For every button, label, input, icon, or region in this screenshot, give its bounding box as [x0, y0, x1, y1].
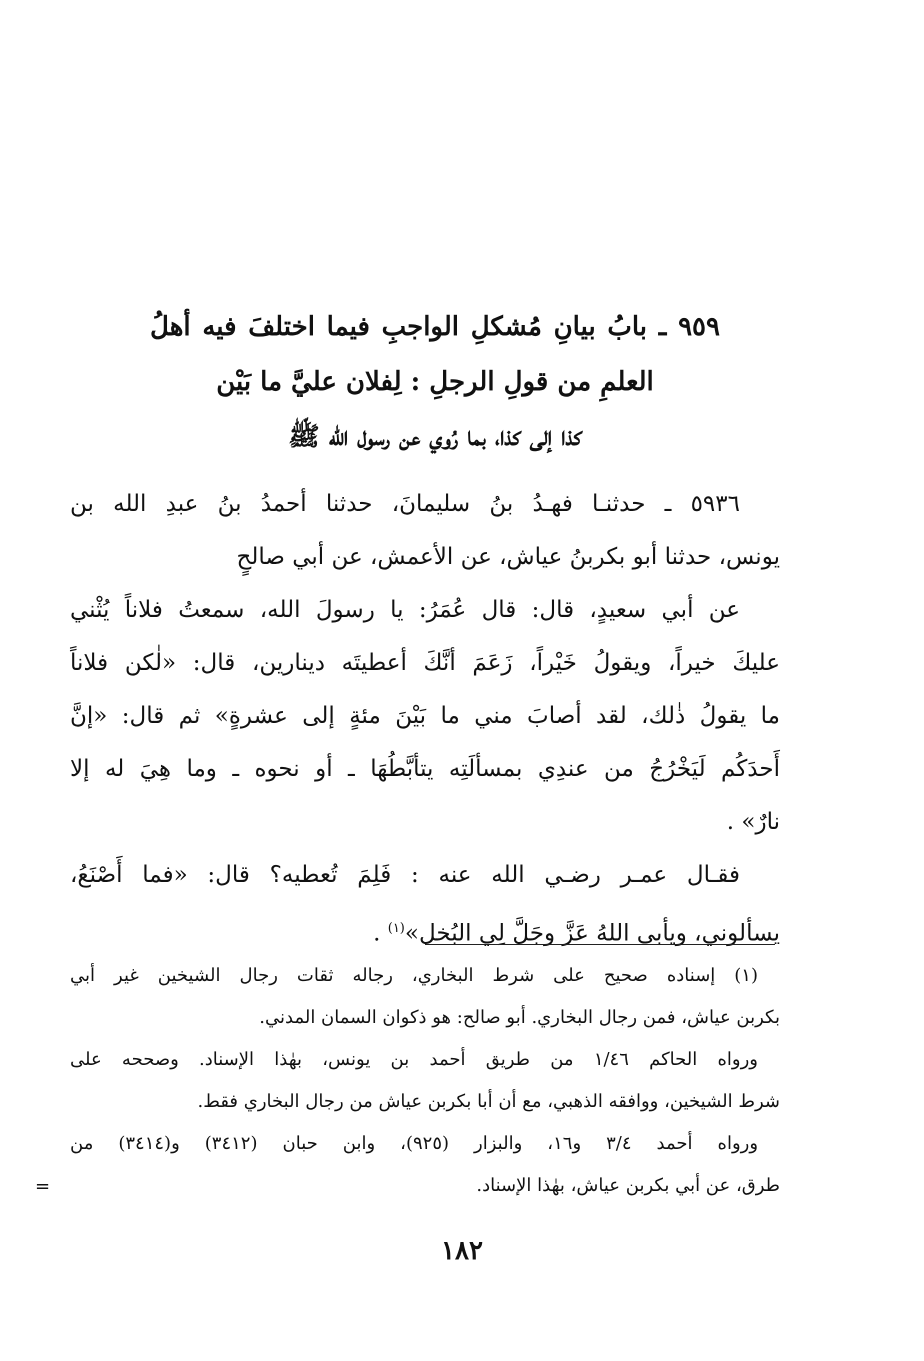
- hadith-matn-line-5: نارٌ» .: [726, 809, 780, 835]
- footnote-divider: [425, 944, 775, 945]
- footnote-line-3: ورواه الحاكم ١/٤٦ من طريق أحمد بن يونس، بهٰذا الإسناد. وصححه على: [70, 1049, 759, 1070]
- hadith-matn-paragraph: [70, 584, 780, 849]
- chapter-title-line-3: كذا إلى كذا، بما رُوي عن رسول الله ﷺ: [288, 422, 582, 452]
- hadith-end-line-2-punct: .: [373, 920, 388, 947]
- hadith-end-line-2: [70, 902, 780, 961]
- hadith-matn-line-1: عن أبي سعيدٍ، قال: قال عُمَرُ: يا رسولَ الله، سمعتُ فلاناً يُثْني: [70, 597, 740, 623]
- footnote-reference: (١): [387, 921, 405, 936]
- continuation-mark: =: [35, 1176, 51, 1197]
- hadith-matn-line-2: عليكَ خيراً، ويقولُ خَيْراً، زَعَمَ أنَّكَ أعطيتَه دينارين، قال: «لٰكن فلاناً: [70, 650, 780, 676]
- footnote-line-1: (١) إسناده صحيح على شرط البخاري، رجاله ثقات رجال الشيخين غير أبي: [70, 965, 758, 986]
- chapter-title-line-2: العلمِ من قولِ الرجلِ : لِفلان عليَّ ما بَيْن: [216, 367, 654, 397]
- page-number: ١٨٢: [441, 1236, 483, 1266]
- hadith-matn-line-3: ما يقولُ ذٰلك، لقد أصابَ مني ما بَيْنَ مئةٍ إلى عشرةٍ» ثم قال: «إنَّ: [70, 703, 780, 729]
- chapter-title: [150, 300, 720, 465]
- hadith-text: [70, 478, 780, 961]
- hadith-isnad-paragraph: [70, 478, 780, 584]
- footnote-line-2: بكربن عياش، فمن رجال البخاري. أبو صالح: هو ذكوان السمان المدني.: [259, 1007, 780, 1028]
- footnote-line-4: شرط الشيخين، ووافقه الذهبي، مع أن أبا بكربن عياش من رجال البخاري فقط.: [197, 1091, 780, 1112]
- footnote-line-5: ورواه أحمد ٣/٤ و١٦، والبزار (٩٢٥)، وابن حبان (٣٤١٢) و(٣٤١٤) من: [70, 1133, 759, 1154]
- hadith-end-line-1: فقـال عمـر رضـي الله عنه : فَلِمَ تُعطيه؟ قال: «فما أَصْنَعُ،: [70, 862, 740, 888]
- chapter-title-line-1: ٩٥٩ ـ بابُ بيانِ مُشكلِ الواجبِ فيما اختلفَ فيه أهلُ: [150, 312, 720, 342]
- footnote-line-6: طرق، عن أبي بكربن عياش، بهٰذا الإسناد.: [476, 1175, 780, 1196]
- hadith-end-line-2-text: يسألوني، ويأبى اللهُ عَزَّ وجَلَّ لِي البُخل»: [404, 920, 780, 947]
- hadith-matn-line-4: أَحدَكُم لَيَخْرُجُ من عندِي بمسألَتِه يتأبَّطُهَا ـ أو نحوه ـ وما هِيَ له إلا: [70, 756, 780, 782]
- hadith-isnad-line-1: ٥٩٣٦ ـ حدثنـا فهـدُ بنُ سليمانَ، حدثنا أحمدُ بنُ عبدِ الله بن: [70, 491, 740, 517]
- hadith-isnad-line-2: يونس، حدثنا أبو بكربنُ عياش، عن الأعمش، عن أبي صالحٍ: [236, 544, 780, 570]
- footnotes: [70, 955, 780, 1207]
